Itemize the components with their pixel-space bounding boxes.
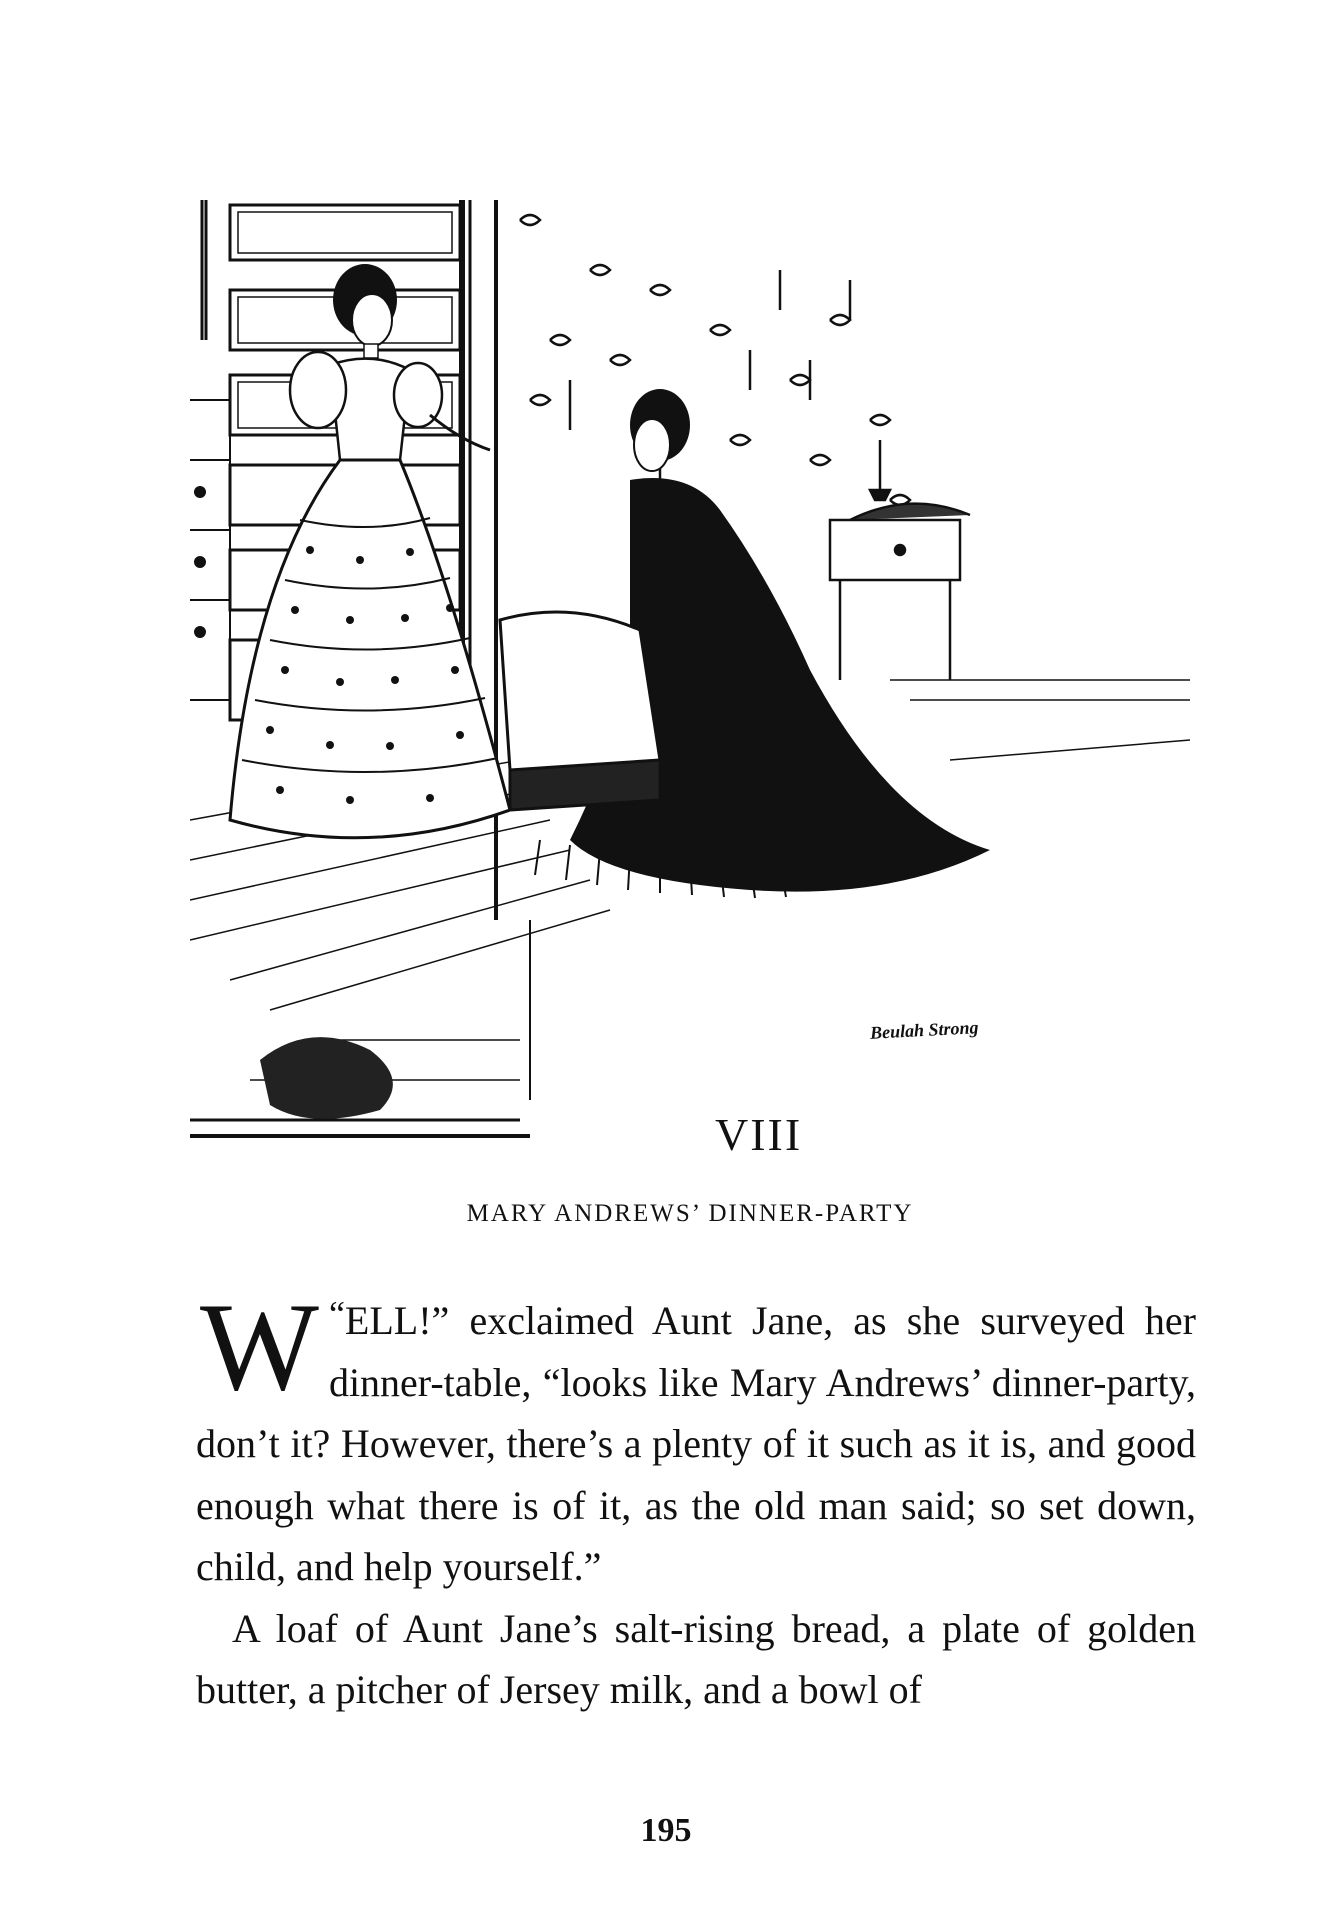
chapter-illustration xyxy=(190,200,1200,1160)
illustration-drawing xyxy=(190,200,1200,1160)
drop-cap: W xyxy=(200,1278,319,1417)
dresser xyxy=(190,400,230,700)
body-text xyxy=(196,1278,1196,1721)
paragraph-2-text: A loaf of Aunt Jane’s salt-rising bread, a plate of golden butter, a pitcher of Jersey milk, and a bowl of xyxy=(196,1605,1196,1712)
artist-signature: Beulah Strong xyxy=(869,1017,979,1043)
page-number: 195 xyxy=(640,1812,692,1849)
opening-quote: “ xyxy=(328,1294,345,1334)
chapter-number: VIII xyxy=(715,1109,803,1160)
chapter-title: MARY ANDREWS’ DINNER-PARTY xyxy=(466,1200,914,1227)
paragraph-1 xyxy=(196,1278,1196,1598)
garment-on-floor xyxy=(260,1037,393,1119)
paragraph-1-text: ELL!” exclaimed Aunt Jane, as she surveyed her dinner-table, “looks like Mary Andrews’ dinner-party, don’t it? However, there’s a plenty of it such as it is, and good enough what there is of it, as the old man said; so set down, child, and help yourself.” xyxy=(196,1298,1196,1589)
side-table xyxy=(830,440,970,680)
floor-right xyxy=(890,680,1190,760)
trunk xyxy=(500,612,660,810)
paragraph-2 xyxy=(196,1598,1196,1721)
wallpaper-pattern xyxy=(520,215,910,505)
